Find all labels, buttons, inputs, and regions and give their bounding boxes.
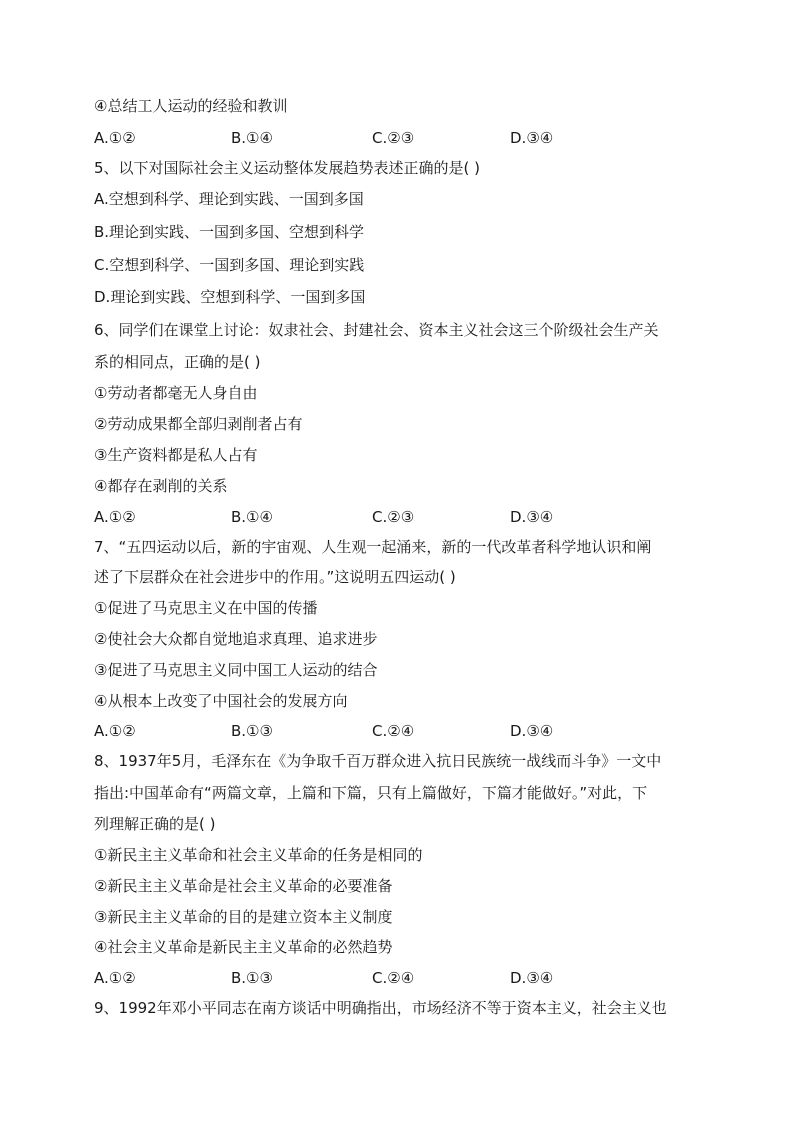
q8-option-b: B.①③: [231, 969, 273, 987]
q6-option-a: A.①②: [94, 508, 136, 526]
q8-stem-line-2: 指出:中国革命有“两篇文章，上篇和下篇，只有上篇做好，下篇才能做好。”对此，下: [94, 784, 648, 802]
q6-option-b: B.①④: [231, 508, 273, 526]
q7-item-4: ④从根本上改变了中国社会的发展方向: [94, 692, 348, 710]
q6-item-4: ④都存在剥削的关系: [94, 477, 228, 495]
q8-item-3: ③新民主主义革命的目的是建立资本主义制度: [94, 908, 393, 926]
q4-option-c: C.②③: [372, 129, 415, 147]
q4-option-a: A.①②: [94, 129, 136, 147]
q8-option-a: A.①②: [94, 969, 136, 987]
q4-option-b: B.①④: [231, 129, 273, 147]
q7-option-d: D.③④: [510, 722, 554, 740]
q8-item-4: ④社会主义革命是新民主主义革命的必然趋势: [94, 938, 393, 956]
q4-item-4: ④总结工人运动的经验和教训: [94, 97, 288, 115]
q7-item-1: ①促进了马克思主义在中国的传播: [94, 599, 318, 617]
q8-option-c: C.②④: [372, 969, 415, 987]
q6-item-3: ③生产资料都是私人占有: [94, 446, 258, 464]
q8-item-2: ②新民主主义革命是社会主义革命的必要准备: [94, 877, 393, 895]
q5-option-a: A.空想到科学、理论到实践、一国到多国: [94, 190, 364, 208]
q8-option-d: D.③④: [510, 969, 554, 987]
q7-item-3: ③促进了马克思主义同中国工人运动的结合: [94, 661, 378, 679]
q8-options: [94, 968, 704, 988]
q6-stem-line-1: 6、同学们在课堂上讨论：奴隶社会、封建社会、资本主义社会这三个阶级社会生产关: [94, 321, 659, 339]
q6-item-2: ②劳动成果都全部归剥削者占有: [94, 415, 303, 433]
q8-item-1: ①新民主主义革命和社会主义革命的任务是相同的: [94, 846, 423, 864]
q5-option-d: D.理论到实践、空想到科学、一国到多国: [94, 288, 366, 306]
q5-option-b: B.理论到实践、一国到多国、空想到科学: [94, 223, 365, 241]
q7-option-c: C.②④: [372, 722, 415, 740]
q8-stem-line-3: 列理解正确的是( ): [94, 815, 216, 833]
q7-stem-line-1: 7、“五四运动以后，新的宇宙观、人生观一起涌来，新的一代改革者科学地认识和阐: [94, 538, 652, 556]
q7-option-a: A.①②: [94, 722, 136, 740]
q4-option-d: D.③④: [510, 129, 554, 147]
q7-option-b: B.①③: [231, 722, 273, 740]
q6-stem-line-2: 系的相同点，正确的是( ): [94, 353, 261, 371]
q6-option-d: D.③④: [510, 508, 554, 526]
q6-options: [94, 507, 704, 527]
q5-stem: 5、以下对国际社会主义运动整体发展趋势表述正确的是( ): [94, 159, 481, 177]
q6-option-c: C.②③: [372, 508, 415, 526]
q5-option-c: C.空想到科学、一国到多国、理论到实践: [94, 256, 365, 274]
q8-stem-line-1: 8、1937年5月，毛泽东在《为争取千百万群众进入抗日民族统一战线而斗争》一文中: [94, 752, 662, 770]
q4-options: [94, 128, 704, 148]
q7-options: [94, 721, 704, 741]
q6-item-1: ①劳动者都毫无人身自由: [94, 384, 258, 402]
q9-stem-line-1: 9、1992年邓小平同志在南方谈话中明确指出，市场经济不等于资本主义，社会主义也: [94, 999, 667, 1017]
q7-item-2: ②使社会大众都自觉地追求真理、追求进步: [94, 630, 378, 648]
q7-stem-line-2: 述了下层群众在社会进步中的作用。”这说明五四运动( ): [94, 568, 456, 586]
